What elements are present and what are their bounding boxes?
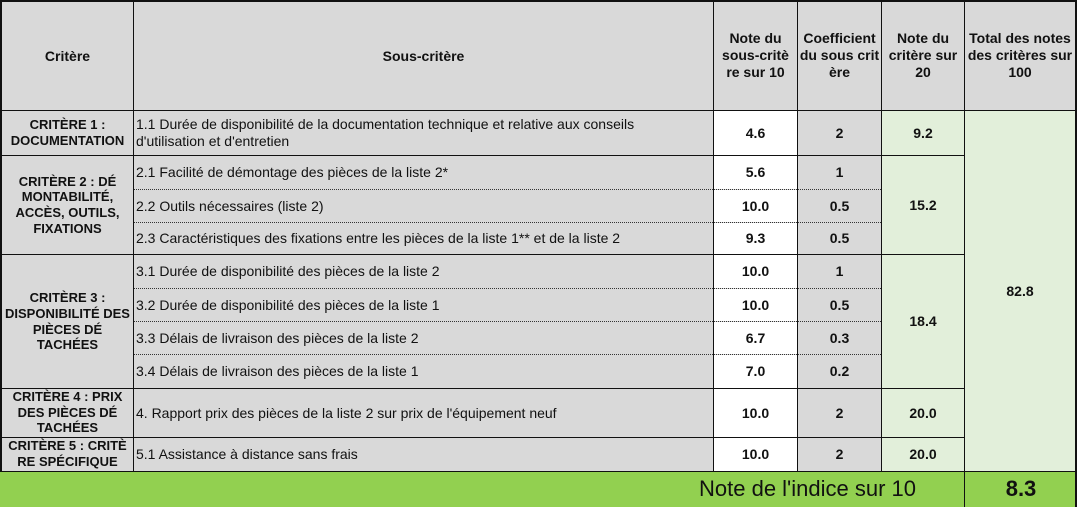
coef-2-1: 1 <box>835 164 844 181</box>
subcriterion-4: 4. Rapport prix des pièces de la liste 2 sur prix de l'équipement neuf <box>136 404 557 421</box>
coef-3-3: 0.3 <box>829 329 850 346</box>
header-total: Total des notes des critères sur 100 <box>967 30 1073 80</box>
criterion-4-label: CRITÈRE 4 : PRIX DES PIÈCES DÉ TACHÉES <box>12 389 123 436</box>
criterion-2-score: 15.2 <box>882 156 964 254</box>
grid-line <box>0 0 2 472</box>
subcriterion-2-1: 2.1 Facilité de démontage des pièces de la liste 2* <box>136 164 449 181</box>
row-divider <box>134 288 881 289</box>
row-divider <box>134 222 881 223</box>
criterion-5-label: CRITÈRE 5 : CRITÈ RE SPÉCIFIQUE <box>8 438 127 469</box>
header-note-sous-critere: Note du sous-critè re sur 10 <box>722 30 789 80</box>
criterion-1-score: 9.2 <box>882 111 964 155</box>
coef-2-2: 0.5 <box>829 197 850 214</box>
coef-3-1: 1 <box>835 263 844 280</box>
total-score: 82.8 <box>965 111 1075 471</box>
coef-3-2: 0.5 <box>829 296 850 313</box>
grid-line <box>0 437 965 438</box>
note-2-3: 9.3 <box>714 223 797 254</box>
note-2-2: 10.0 <box>714 190 797 222</box>
header-coefficient: Coefficient du sous crit ère <box>799 30 880 80</box>
coef-4: 2 <box>835 404 844 421</box>
index-label: Note de l'indice sur 10 <box>0 472 964 507</box>
subcriterion-3-2: 3.2 Durée de disponibilité des pièces de la liste 1 <box>136 296 440 313</box>
note-1-1: 4.6 <box>714 111 797 155</box>
coef-3-4: 0.2 <box>829 363 850 380</box>
subcriterion-3-1: 3.1 Durée de disponibilité des pièces de la liste 2 <box>136 263 440 280</box>
note-3-4: 7.0 <box>714 355 797 388</box>
grid-line <box>0 254 965 255</box>
grid-line <box>0 471 1077 472</box>
row-divider <box>134 354 881 355</box>
note-4: 10.0 <box>714 389 797 437</box>
subcriterion-2-3: 2.3 Caractéristiques des fixations entre les pièces de la liste 1** et de la liste 2 <box>136 230 621 247</box>
header-note-critere: Note du critère sur 20 <box>888 30 958 80</box>
criterion-4-score: 20.0 <box>882 389 964 437</box>
criterion-5-score: 20.0 <box>882 438 964 471</box>
grid-line <box>0 155 965 156</box>
subcriterion-2-2: 2.2 Outils nécessaires (liste 2) <box>136 197 324 214</box>
index-value: 8.3 <box>965 472 1077 507</box>
grid-line <box>0 110 1077 111</box>
subcriterion-5-1: 5.1 Assistance à distance sans frais <box>136 446 358 463</box>
criterion-1-label: CRITÈRE 1 : DOCUMENTATION <box>10 117 125 148</box>
note-3-3: 6.7 <box>714 322 797 354</box>
row-divider <box>134 189 881 190</box>
note-2-1: 5.6 <box>714 156 797 189</box>
coef-1-1: 2 <box>835 124 844 141</box>
subcriterion-3-4: 3.4 Délais de livraison des pièces de la liste 1 <box>136 363 419 380</box>
note-3-2: 10.0 <box>714 289 797 321</box>
coef-5-1: 2 <box>835 446 844 463</box>
grid-line <box>797 0 798 472</box>
subcriterion-3-3: 3.3 Délais de livraison des pièces de la liste 2 <box>136 329 419 346</box>
grid-line <box>0 388 965 389</box>
grid-line <box>881 0 882 472</box>
coef-2-3: 0.5 <box>829 230 850 247</box>
note-3-1: 10.0 <box>714 255 797 288</box>
header-sous-critere: Sous-critère <box>382 47 465 64</box>
header-critere: Critère <box>44 47 91 64</box>
criterion-2-label: CRITÈRE 2 : DÉ MONTABILITÉ, ACCÈS, OUTILS, FIXATIONS <box>15 173 120 236</box>
subcriterion-1-1: 1.1 Durée de disponibilité de la documentation technique et relative aux conseils d'utilisation et d'entretien <box>136 116 635 149</box>
row-divider <box>134 321 881 322</box>
note-5-1: 10.0 <box>714 438 797 471</box>
criterion-3-label: CRITÈRE 3 : DISPONIBILITÉ DES PIÈCES DÉ TACHÉES <box>5 290 130 353</box>
grid-line <box>713 0 714 472</box>
grid-line <box>133 0 134 472</box>
grid-line <box>0 0 1077 2</box>
criterion-3-score: 18.4 <box>882 255 964 388</box>
